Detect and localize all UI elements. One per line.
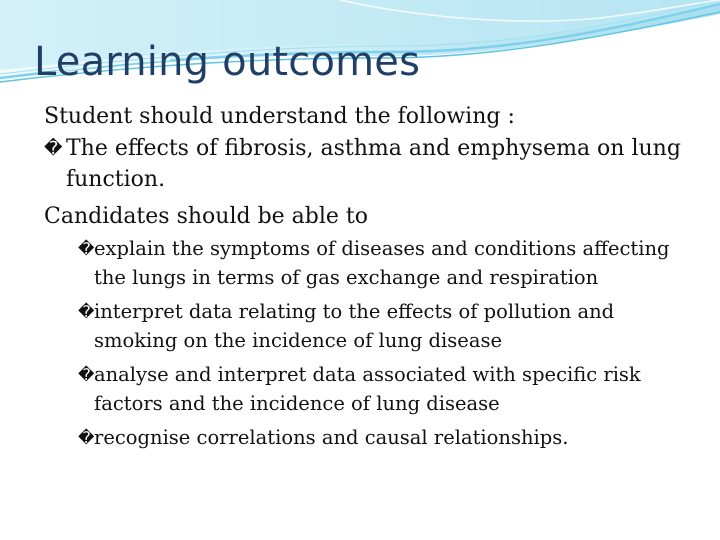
candidates-heading: Candidates should be able to [44,204,368,229]
bullet-text: interpret data relating to the effects of pollution and smoking on the incidence of lung disease [94,300,615,352]
intro-heading: Student should understand the following : [44,104,515,129]
bullet-marker-icon: � [44,138,63,159]
bullet-text: explain the symptoms of diseases and conditions affecting the lungs in terms of gas exchange and respiration [94,237,670,289]
bullet-text: analyse and interpret data associated with specific risk factors and the incidence of lung disease [94,363,641,415]
slide-content [44,100,704,459]
list-item [78,235,682,292]
bullet-marker-icon: � [78,365,95,384]
bullet-text: The effects of fibrosis, asthma and emphysema on lung function. [66,136,681,192]
list-item [78,298,682,355]
list-item [78,424,682,453]
bullet-marker-icon: � [78,302,95,321]
slide-title: Learning outcomes [34,39,421,85]
bullet-text: recognise correlations and causal relationships. [94,426,569,449]
sub-bullet-list [78,235,682,453]
bullet-marker-icon: � [78,428,95,447]
list-item [78,361,682,418]
list-item [44,133,704,195]
bullet-marker-icon: � [78,239,95,258]
